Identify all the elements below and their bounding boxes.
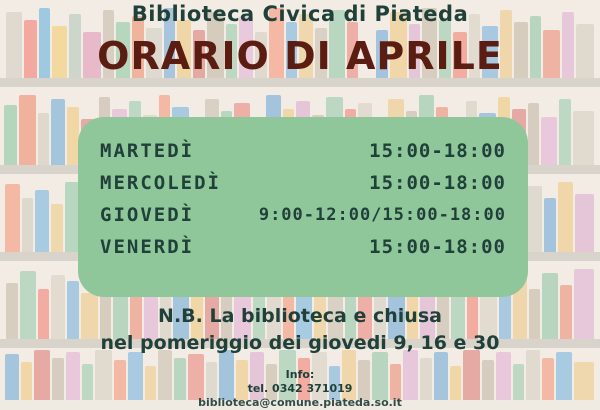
closure-notice-line-1: N.B. La biblioteca e chiusa	[158, 305, 442, 327]
hours-value: 9:00-12:00/15:00-18:00	[258, 205, 506, 225]
hours-value: 15:00-18:00	[369, 236, 506, 258]
day-label: GIOVEDÌ	[100, 204, 195, 226]
hours-value: 15:00-18:00	[369, 172, 506, 194]
day-label: MERCOLEDÌ	[100, 172, 221, 194]
day-label: VENERDÌ	[100, 236, 195, 258]
closure-notice	[0, 303, 600, 357]
opening-hours-table	[100, 135, 506, 263]
hours-value: 15:00-18:00	[369, 140, 506, 162]
closure-notice-line-2: nel pomeriggio dei giovedi 9, 16 e 30	[100, 332, 500, 354]
table-row	[100, 135, 506, 167]
contact-info	[0, 368, 600, 410]
library-name: Biblioteca Civica di Piateda	[131, 2, 469, 26]
page-title: ORARIO DI APRILE	[97, 34, 503, 78]
info-phone: tel. 0342 371019	[247, 382, 353, 395]
opening-hours-panel	[78, 117, 528, 297]
info-label: Info:	[285, 368, 315, 381]
table-row	[100, 199, 506, 231]
table-row	[100, 231, 506, 263]
info-email: biblioteca@comune.piateda.so.it	[198, 396, 402, 409]
day-label: MARTEDÌ	[100, 140, 195, 162]
table-row	[100, 167, 506, 199]
